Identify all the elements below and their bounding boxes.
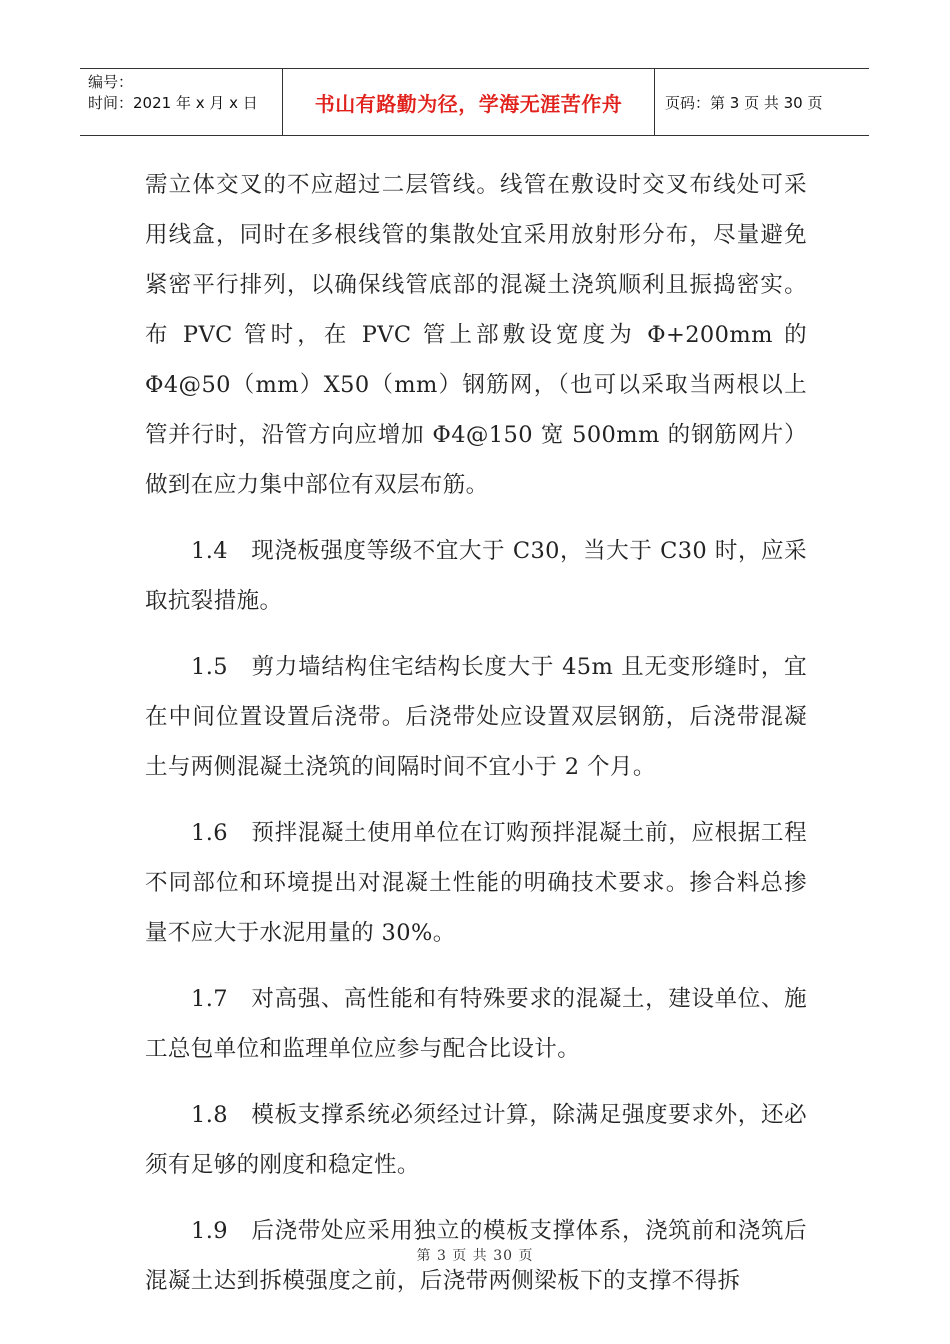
paragraph-continued: 需立体交叉的不应超过二层管线。线管在敷设时交叉布线处可采用线盒，同时在多根线管的集散处宜采用放射形分布，尽量避免紧密平行排列，以确保线管底部的混凝土浇筑顺利且振捣密实。布 PVC 管时，在 PVC 管上部敷设宽度为 Φ+200mm 的 Φ4@50（mm）Χ50（mm）钢筋网，（也可以采取当两根以上管并行时，沿管方向应增加 Φ4@150 宽 500mm 的钢筋网片）做到在应力集中部位有双层布筋。	[145, 172, 807, 498]
header-motto: 书山有路勤为径，学海无涯苦作舟	[283, 69, 655, 135]
document-time-label: 时间：2021 年 x 月 x 日	[88, 94, 258, 112]
paragraph-1-4: 1.4 现浇板强度等级不宜大于 C30，当大于 C30 时，应采取抗裂措施。	[145, 538, 807, 614]
header-page-info: 页码：第 3 页 共 30 页	[665, 93, 823, 112]
document-body	[145, 160, 807, 1322]
document-number-label: 编号：	[88, 73, 134, 91]
paragraph-1-9: 1.9 后浇带处应采用独立的模板支撑体系，浇筑前和浇筑后混凝土达到拆模强度之前，后浇带两侧梁板下的支撑不得拆	[145, 1218, 807, 1294]
paragraph-1-5: 1.5 剪力墙结构住宅结构长度大于 45m 且无变形缝时，宜在中间位置设置后浇带。后浇带处应设置双层钢筋，后浇带混凝土与两侧混凝土浇筑的间隔时间不宜小于 2 个月。	[145, 654, 807, 780]
page-footer: 第 3 页 共 30 页	[416, 1248, 534, 1264]
paragraph-1-8: 1.8 模板支撑系统必须经过计算，除满足强度要求外，还必须有足够的刚度和稳定性。	[145, 1102, 807, 1178]
header-left-cell	[80, 69, 283, 135]
paragraph-1-6: 1.6 预拌混凝土使用单位在订购预拌混凝土前，应根据工程不同部位和环境提出对混凝土性能的明确技术要求。掺合料总掺量不应大于水泥用量的 30%。	[145, 820, 807, 946]
paragraph-1-7: 1.7 对高强、高性能和有特殊要求的混凝土，建设单位、施工总包单位和监理单位应参与配合比设计。	[145, 986, 807, 1062]
page-header	[80, 68, 869, 136]
